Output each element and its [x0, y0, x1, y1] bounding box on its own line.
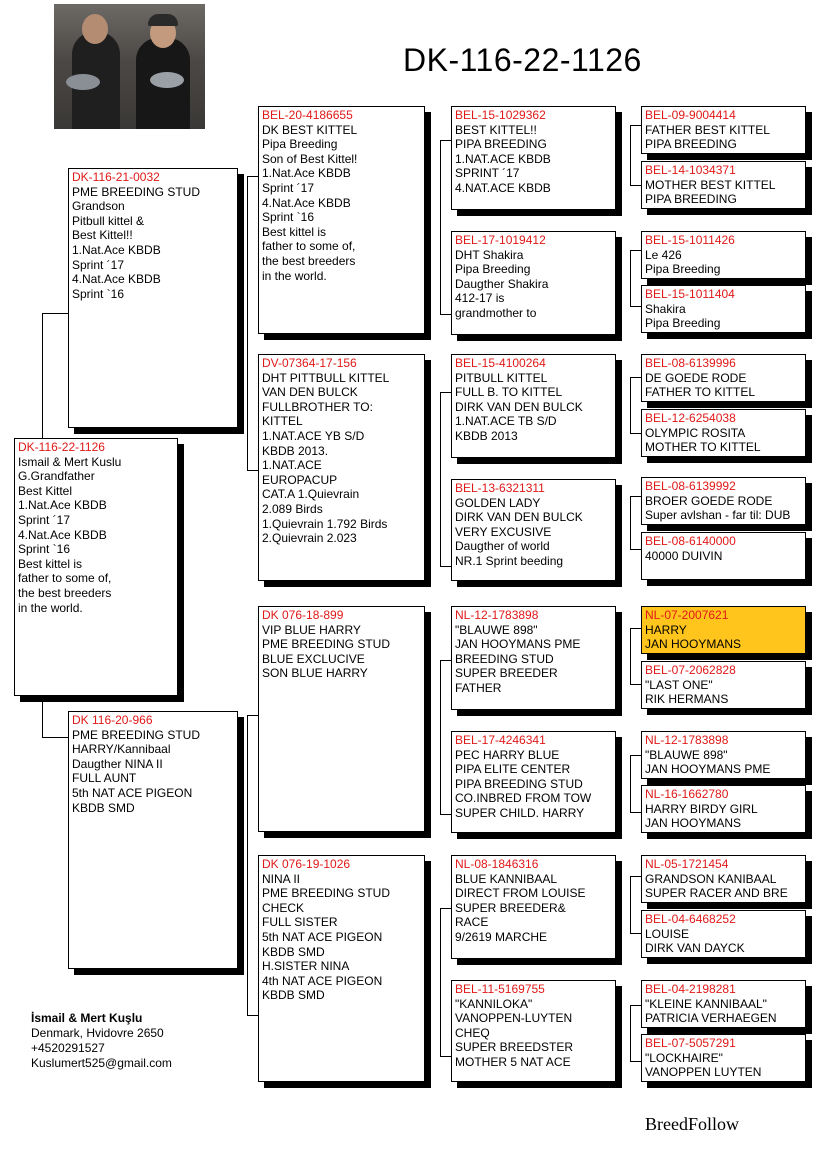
pedigree-line: VAN DEN BULCK — [262, 385, 358, 400]
pedigree-line: Best Kittel — [18, 483, 73, 498]
connector — [630, 755, 631, 812]
ring-number: BEL-17-4246341 — [455, 733, 546, 747]
pedigree-box-g12 — [641, 785, 806, 833]
pigeon-right — [150, 72, 184, 88]
pedigree-line: 40000 DUIVIN — [645, 548, 723, 563]
pedigree-box-sdd — [451, 479, 616, 581]
pedigree-line: MOTHER BEST KITTEL — [645, 177, 776, 192]
contact-address: Denmark, Hvidovre 2650 — [31, 1026, 164, 1040]
pedigree-line: PITBULL KITTEL — [455, 370, 548, 385]
pedigree-line: FULL AUNT — [72, 771, 137, 786]
brand-logo-text: BreedFollow — [645, 1114, 739, 1134]
ring-number: BEL-08-6139992 — [645, 479, 736, 493]
pedigree-line: VIP BLUE HARRY — [262, 622, 361, 637]
ring-number: BEL-15-4100264 — [455, 356, 546, 370]
pedigree-line: PIPA BREEDING STUD — [455, 776, 583, 791]
pedigree-line: CO.INBRED FROM TOW — [455, 791, 592, 806]
pedigree-box-dds — [451, 855, 616, 959]
pedigree-line: Sprint `16 — [18, 542, 71, 557]
ring-number: NL-16-1662780 — [645, 787, 729, 801]
pedigree-box-dam — [68, 711, 238, 969]
pedigree-box-sire-sire — [258, 106, 425, 334]
ring-number: BEL-08-6139996 — [645, 356, 736, 370]
ring-number: DK 116-20-966 — [72, 713, 153, 727]
pedigree-box-sss — [451, 106, 616, 210]
pedigree-box-dsd — [451, 731, 616, 833]
pedigree-line: NINA II — [262, 871, 301, 886]
pedigree-box-dam-sire — [258, 606, 425, 832]
pedigree-line: the best breeders — [262, 253, 356, 268]
pedigree-line: "BLAUWE 898" — [645, 747, 728, 762]
pedigree-line: Son of Best Kittel! — [262, 151, 358, 166]
pedigree-line: Pitbull kittel & — [72, 213, 145, 228]
pedigree-line: DK BEST KITTEL — [262, 122, 358, 137]
ring-number: BEL-04-2198281 — [645, 982, 736, 996]
pedigree-box-g16 — [641, 1034, 806, 1082]
pedigree-line: FATHER BEST KITTEL — [645, 122, 770, 137]
pedigree-line: CHECK — [262, 900, 305, 915]
pedigree-line: JAN HOOYMANS — [645, 637, 742, 652]
pedigree-line: JAN HOOYMANS PME — [645, 762, 771, 777]
pedigree-line: KBDB SMD — [262, 944, 325, 959]
pedigree-line: PEC HARRY BLUE — [455, 747, 560, 762]
page-title: DK-116-22-1126 — [403, 42, 642, 78]
pedigree-line: Pipa Breeding — [262, 137, 338, 152]
pedigree-line: Best kittel is — [262, 224, 327, 239]
pedigree-line: SON BLUE HARRY — [262, 666, 368, 681]
contact-info — [31, 1011, 172, 1071]
pedigree-line: 1.Nat.Ace KBDB — [262, 166, 351, 181]
ring-number: BEL-15-1011426 — [645, 233, 735, 247]
pedigree-line: SUPER BREEDSTER — [455, 1040, 574, 1055]
ring-number: NL-12-1783898 — [645, 733, 729, 747]
pedigree-line: 4.Nat.Ace KBDB — [18, 527, 107, 542]
pedigree-line: 4th NAT ACE PIGEON — [262, 973, 383, 988]
pedigree-line: in the world. — [18, 600, 83, 615]
pedigree-line: PME BREEDING STUD — [262, 886, 391, 901]
connector — [630, 496, 631, 549]
pedigree-line: PME BREEDING STUD — [262, 637, 391, 652]
pedigree-line: Pipa Breeding — [455, 262, 531, 277]
pedigree-line: HARRY — [645, 622, 687, 637]
pedigree-box-sds — [451, 354, 616, 458]
pedigree-box-dam-dam — [258, 855, 425, 1082]
pedigree-line: 4.NAT.ACE KBDB — [455, 180, 551, 195]
connector — [630, 250, 631, 306]
ring-number: NL-08-1846316 — [455, 857, 539, 871]
person-right-cap — [148, 14, 178, 26]
connector — [630, 628, 631, 684]
pedigree-line: Daugther of world — [455, 539, 550, 554]
pedigree-line: MOTHER 5 NAT ACE — [455, 1054, 571, 1069]
pedigree-box-ssd — [451, 231, 616, 335]
pedigree-line: PIPA BREEDING — [455, 137, 547, 152]
breeders-photo — [54, 4, 205, 129]
contact-phone: +4520291527 — [31, 1041, 105, 1055]
pedigree-line: Super avlshan - far til: DUB — [645, 508, 791, 523]
pedigree-line: "LAST ONE" — [645, 677, 713, 692]
pedigree-line: RIK HERMANS — [645, 692, 729, 707]
connector — [247, 176, 248, 470]
pedigree-line: father to some of, — [262, 239, 356, 254]
pedigree-line: Grandson — [72, 199, 125, 214]
pedigree-line: OLYMPIC ROSITA — [645, 425, 746, 440]
pedigree-box-g4 — [641, 285, 806, 333]
pedigree-line: 4.Nat.Ace KBDB — [262, 195, 351, 210]
pedigree-line: GOLDEN LADY — [455, 495, 541, 510]
ring-number: BEL-15-1011404 — [645, 287, 735, 301]
pedigree-line: JAN HOOYMANS PME — [455, 637, 581, 652]
connector — [440, 660, 441, 814]
pedigree-line: SUPER BREEDER& — [455, 900, 566, 915]
pedigree-line: 1.Quievrain 1.792 Birds — [262, 516, 388, 531]
pedigree-line: DIRECT FROM LOUISE — [455, 886, 586, 901]
pedigree-line: KITTEL — [262, 414, 303, 429]
pedigree-line: RACE — [455, 915, 489, 930]
pedigree-line: SUPER RACER AND BRE — [645, 886, 788, 901]
pedigree-line: SPRINT ´17 — [455, 166, 520, 181]
pedigree-line: PATRICIA VERHAEGEN — [645, 1011, 777, 1026]
pedigree-line: Daugther Shakira — [455, 276, 549, 291]
ring-number: NL-05-1721454 — [645, 857, 729, 871]
pedigree-line: VANOPPEN-LUYTEN — [455, 1011, 573, 1026]
contact-email: Kuslumert525@gmail.com — [31, 1056, 172, 1070]
pedigree-box-g13 — [641, 855, 806, 903]
pedigree-line: H.SISTER NINA — [262, 959, 350, 974]
pedigree-box-sire — [68, 168, 238, 428]
ring-number: NL-12-1783898 — [455, 608, 539, 622]
pedigree-line: Shakira — [645, 301, 686, 316]
ring-number: DK-116-21-0032 — [72, 170, 160, 184]
pedigree-line: Sprint ´17 — [18, 512, 71, 527]
ring-number: DK 076-19-1026 — [262, 857, 351, 871]
pedigree-line: KBDB 2013. — [262, 443, 329, 458]
pedigree-line: Daugther NINA II — [72, 756, 163, 771]
ring-number: DK 076-18-899 — [262, 608, 344, 622]
ring-number: BEL-09-9004414 — [645, 108, 736, 122]
connector — [630, 1005, 631, 1061]
pedigree-line: CHEQ — [455, 1025, 490, 1040]
pedigree-box-g1 — [641, 106, 806, 154]
pedigree-line: VERY EXCUSIVE — [455, 524, 552, 539]
pedigree-line: 1.NAT.ACE — [262, 458, 322, 473]
ring-number: BEL-13-6321311 — [455, 481, 545, 495]
pedigree-line: Sprint ´17 — [72, 257, 125, 272]
connector — [630, 876, 631, 933]
connector — [630, 125, 631, 185]
pedigree-line: FULL SISTER — [262, 915, 338, 930]
pedigree-line: PIPA ELITE CENTER — [455, 762, 571, 777]
pedigree-line: JAN HOOYMANS — [645, 816, 742, 831]
pedigree-line: Sprint `16 — [72, 286, 125, 301]
ring-number: BEL-12-6254038 — [645, 411, 736, 425]
pedigree-line: PIPA BREEDING — [645, 137, 737, 152]
pedigree-line: Ismail & Mert Kuslu — [18, 454, 122, 469]
pedigree-line: PME BREEDING STUD — [72, 727, 201, 742]
pedigree-line: 5th NAT ACE PIGEON — [262, 929, 383, 944]
ring-number: BEL-14-1034371 — [645, 163, 736, 177]
pedigree-line: PME BREEDING STUD — [72, 184, 201, 199]
pedigree-box-subject — [14, 438, 178, 696]
pedigree-line: EUROPACUP — [262, 472, 338, 487]
pedigree-line: HARRY/Kannibaal — [72, 742, 171, 757]
person-left-head — [82, 14, 108, 44]
pedigree-line: grandmother to — [455, 305, 537, 320]
ring-number: BEL-07-2062828 — [645, 663, 736, 677]
pedigree-line: 1.Nat.Ace KBDB — [18, 498, 107, 513]
pedigree-line: PIPA BREEDING — [645, 192, 737, 207]
pedigree-line: "BLAUWE 898" — [455, 622, 538, 637]
connector — [630, 377, 631, 433]
pedigree-line: 1.NAT.ACE YB S/D — [262, 428, 365, 443]
pedigree-box-g7 — [641, 477, 806, 525]
contact-name: İsmail & Mert Kuşlu — [31, 1011, 143, 1025]
pedigree-line: KBDB SMD — [262, 988, 325, 1003]
pedigree-line: "KLEINE KANNIBAAL" — [645, 996, 767, 1011]
pedigree-line: DE GOEDE RODE — [645, 370, 747, 385]
pedigree-box-g15 — [641, 980, 806, 1028]
pedigree-line: 412-17 is — [455, 291, 505, 306]
connector — [440, 908, 441, 1056]
pedigree-line: BEST KITTEL!! — [455, 122, 537, 137]
pedigree-box-dss — [451, 606, 616, 710]
ring-number: BEL-15-1029362 — [455, 108, 546, 122]
pedigree-line: FATHER TO KITTEL — [645, 385, 756, 400]
pedigree-line: GRANDSON KANIBAAL — [645, 871, 777, 886]
pedigree-line: "KANNILOKA" — [455, 996, 533, 1011]
ring-number: NL-07-2007621 — [645, 608, 729, 622]
ring-number: BEL-11-5169755 — [455, 982, 545, 996]
pedigree-line: DIRK VAN DEN BULCK — [455, 510, 583, 525]
pedigree-box-g3 — [641, 231, 806, 279]
pedigree-line: BLUE KANNIBAAL — [455, 871, 558, 886]
pedigree-line: BREEDING STUD — [455, 651, 554, 666]
connector — [440, 392, 441, 566]
ring-number: BEL-08-6140000 — [645, 534, 736, 548]
pedigree-line: SUPER BREEDER — [455, 666, 558, 681]
pigeon-left — [66, 74, 100, 90]
pedigree-line: HARRY BIRDY GIRL — [645, 801, 758, 816]
pedigree-line: FULLBROTHER TO: — [262, 399, 373, 414]
pedigree-line: DIRK VAN DAYCK — [645, 941, 745, 956]
pedigree-line: FULL B. TO KITTEL — [455, 385, 563, 400]
ring-number: BEL-07-5057291 — [645, 1036, 736, 1050]
pedigree-box-g8 — [641, 532, 806, 580]
pedigree-line: DHT Shakira — [455, 247, 524, 262]
pedigree-box-sire-dam — [258, 354, 425, 581]
pedigree-line: VANOPPEN LUYTEN — [645, 1065, 762, 1080]
pedigree-line: 2.Quievrain 2.023 — [262, 531, 357, 546]
pedigree-box-g2 — [641, 161, 806, 209]
pedigree-line: 4.Nat.Ace KBDB — [72, 272, 161, 287]
ring-number: BEL-04-6468252 — [645, 912, 736, 926]
pedigree-line: 1.NAT.ACE TB S/D — [455, 414, 557, 429]
pedigree-line: in the world. — [262, 268, 327, 283]
connector — [42, 737, 69, 738]
ring-number: DV-07364-17-156 — [262, 356, 357, 370]
pedigree-line: 1.Nat.Ace KBDB — [72, 242, 161, 257]
pedigree-line: Sprint `16 — [262, 210, 315, 225]
pedigree-line: G.Grandfather — [18, 469, 95, 484]
pedigree-box-g9 — [641, 606, 806, 654]
pedigree-line: KBDB SMD — [72, 800, 135, 815]
pedigree-box-ddd — [451, 980, 616, 1082]
pedigree-line: DIRK VAN DEN BULCK — [455, 399, 583, 414]
pedigree-box-g5 — [641, 354, 806, 402]
pedigree-line: MOTHER TO KITTEL — [645, 440, 761, 455]
pedigree-box-g14 — [641, 910, 806, 958]
pedigree-line: Le 426 — [645, 247, 682, 262]
pedigree-line: KBDB 2013 — [455, 428, 518, 443]
pedigree-line: Best Kittel!! — [72, 228, 133, 243]
pedigree-line: DHT PITTBULL KITTEL — [262, 370, 390, 385]
connector — [247, 715, 248, 1015]
pedigree-line: 1.NAT.ACE KBDB — [455, 151, 551, 166]
pedigree-line: 5th NAT ACE PIGEON — [72, 785, 193, 800]
pedigree-line: BROER GOEDE RODE — [645, 493, 773, 508]
pedigree-line: LOUISE — [645, 926, 690, 941]
pedigree-line: Pipa Breeding — [645, 262, 721, 277]
pedigree-line: 9/2619 MARCHE — [455, 929, 548, 944]
connector — [440, 140, 441, 314]
pedigree-line: Best kittel is — [18, 556, 83, 571]
connector — [42, 313, 69, 314]
pedigree-line: SUPER CHILD. HARRY — [455, 805, 585, 820]
ring-number: BEL-17-1019412 — [455, 233, 546, 247]
pedigree-line: 2.089 Birds — [262, 501, 323, 516]
pedigree-line: Pipa Breeding — [645, 316, 721, 331]
pedigree-line: NR.1 Sprint beeding — [455, 553, 564, 568]
ring-number: BEL-20-4186655 — [262, 108, 353, 122]
pedigree-line: FATHER — [455, 680, 502, 695]
pedigree-line: BLUE EXCLUCIVE — [262, 651, 365, 666]
pedigree-line: CAT.A 1.Quievrain — [262, 487, 360, 502]
pedigree-box-g11 — [641, 731, 806, 779]
pedigree-line: father to some of, — [18, 571, 112, 586]
pedigree-line: the best breeders — [18, 585, 112, 600]
pedigree-box-g10 — [641, 661, 806, 709]
pedigree-line: Sprint ´17 — [262, 180, 315, 195]
pedigree-box-g6 — [641, 409, 806, 457]
pedigree-line: "LOCKHAIRE" — [645, 1050, 723, 1065]
ring-number: DK-116-22-1126 — [18, 440, 105, 454]
